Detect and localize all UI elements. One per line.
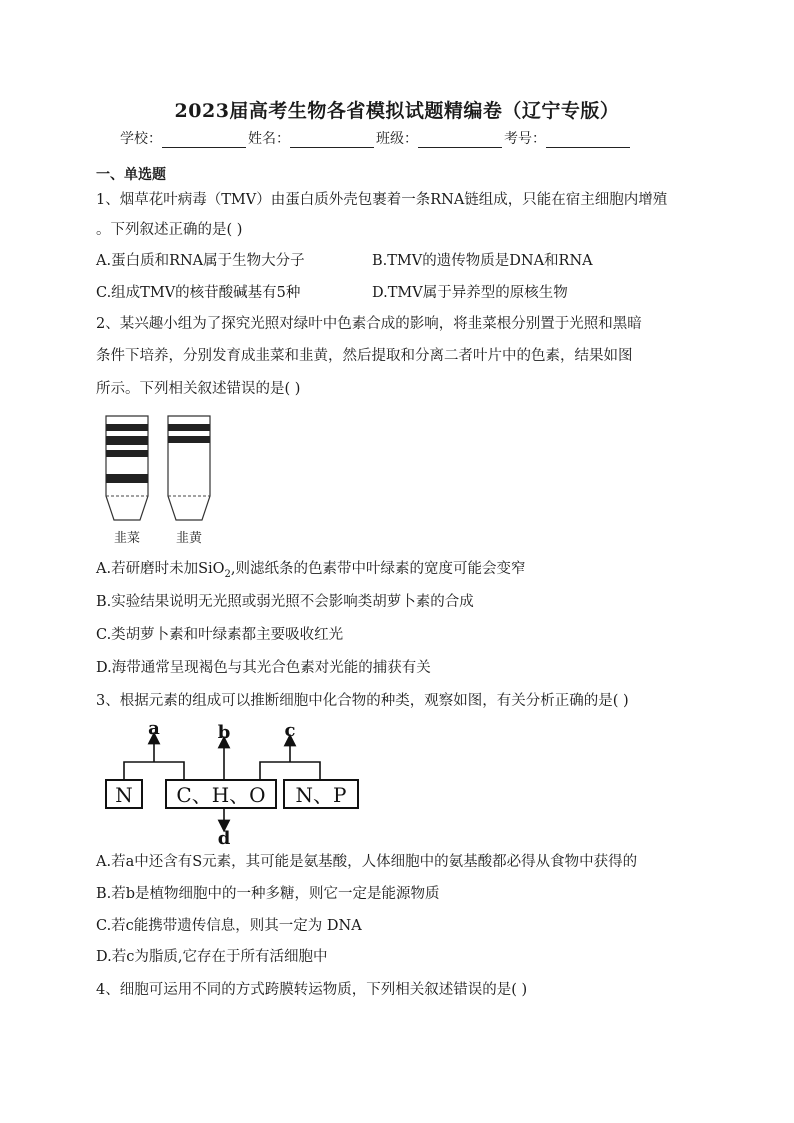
student-info-row: [120, 128, 680, 148]
q2-option-b: B.实验结果说明无光照或弱光照不会影响类胡萝卜素的合成: [96, 594, 474, 610]
band-left-1: [106, 424, 148, 431]
band-left-2: [106, 436, 148, 445]
element-composition-diagram: [104, 722, 384, 846]
section-heading: 一、单选题: [96, 167, 166, 183]
band-right-1: [168, 424, 210, 431]
exam-number-blank: [546, 133, 630, 148]
school-label: 学校：: [120, 131, 162, 147]
chromatography-figure: [104, 412, 224, 548]
q1-option-b: B.TMV的遗传物质是DNA和RNA: [372, 253, 593, 269]
box-n-label: N: [115, 783, 133, 807]
q1-option-d: D.TMV属于异养型的原核生物: [372, 285, 568, 301]
band-left-4: [106, 474, 148, 483]
school-blank: [162, 133, 246, 148]
q3-option-c: C.若c能携带遗传信息，则其一定为 DNA: [96, 918, 362, 934]
box-cho-label: C、H、O: [176, 783, 266, 807]
box-np-label: N、P: [295, 783, 347, 807]
q3-option-a: A.若a中还含有S元素，其可能是氨基酸，人体细胞中的氨基酸都必得从食物中获得的: [96, 854, 638, 870]
label-jiucai: 韭菜: [113, 531, 141, 546]
strip-left: [106, 416, 148, 520]
label-d: d: [217, 828, 231, 846]
q1-option-a: A.蛋白质和RNA属于生物大分子: [96, 253, 305, 269]
label-c: c: [284, 722, 296, 741]
page-title: 2023届高考生物各省模拟试题精编卷（辽宁专版）: [174, 100, 620, 122]
exam-number-label: 考号：: [504, 131, 546, 147]
q3-stem: 3、根据元素的组成可以推断细胞中化合物的种类，观察如图，有关分析正确的是( ): [96, 693, 629, 709]
q4-stem: 4、细胞可运用不同的方式跨膜转运物质，下列相关叙述错误的是( ): [96, 982, 528, 998]
q2-stem-line3: 所示。下列相关叙述错误的是( ): [96, 381, 301, 397]
q1-option-c: C.组成TMV的核苷酸碱基有5种: [96, 285, 301, 301]
q2-stem-line2: 条件下培养，分别发育成韭菜和韭黄，然后提取和分离二者叶片中的色素，结果如图: [96, 348, 633, 364]
q2-option-d: D.海带通常呈现褐色与其光合色素对光能的捕获有关: [96, 660, 431, 676]
q2-option-c: C.类胡萝卜素和叶绿素都主要吸收红光: [96, 627, 344, 643]
q2-stem-line1: 2、某兴趣小组为了探究光照对绿叶中色素合成的影响，将韭菜根分别置于光照和黑暗: [96, 316, 642, 332]
q1-stem-line2: 。下列叙述正确的是( ): [96, 222, 243, 238]
label-jiuhuang: 韭黄: [175, 531, 203, 546]
band-left-3: [106, 450, 148, 457]
strip-right: [168, 416, 210, 520]
bracket-c: [260, 762, 320, 780]
q1-stem-line1: 1、烟草花叶病毒（TMV）由蛋白质外壳包裹着一条RNA链组成，只能在宿主细胞内增殖: [96, 192, 668, 208]
class-blank: [418, 133, 502, 148]
band-right-2: [168, 436, 210, 443]
q2-option-a: A.若研磨时未加SiO$_2$,则滤纸条的色素带中叶绿素的宽度可能会变窄: [96, 561, 526, 580]
label-a: a: [148, 722, 160, 739]
q3-option-b: B.若b是植物细胞中的一种多糖，则它一定是能源物质: [96, 886, 440, 902]
bracket-a: [124, 762, 184, 780]
label-b: b: [217, 722, 231, 743]
name-blank: [290, 133, 374, 148]
q3-option-d: D.若c为脂质,它存在于所有活细胞中: [96, 949, 328, 965]
class-label: 班级：: [376, 131, 418, 147]
name-label: 姓名：: [248, 131, 290, 147]
